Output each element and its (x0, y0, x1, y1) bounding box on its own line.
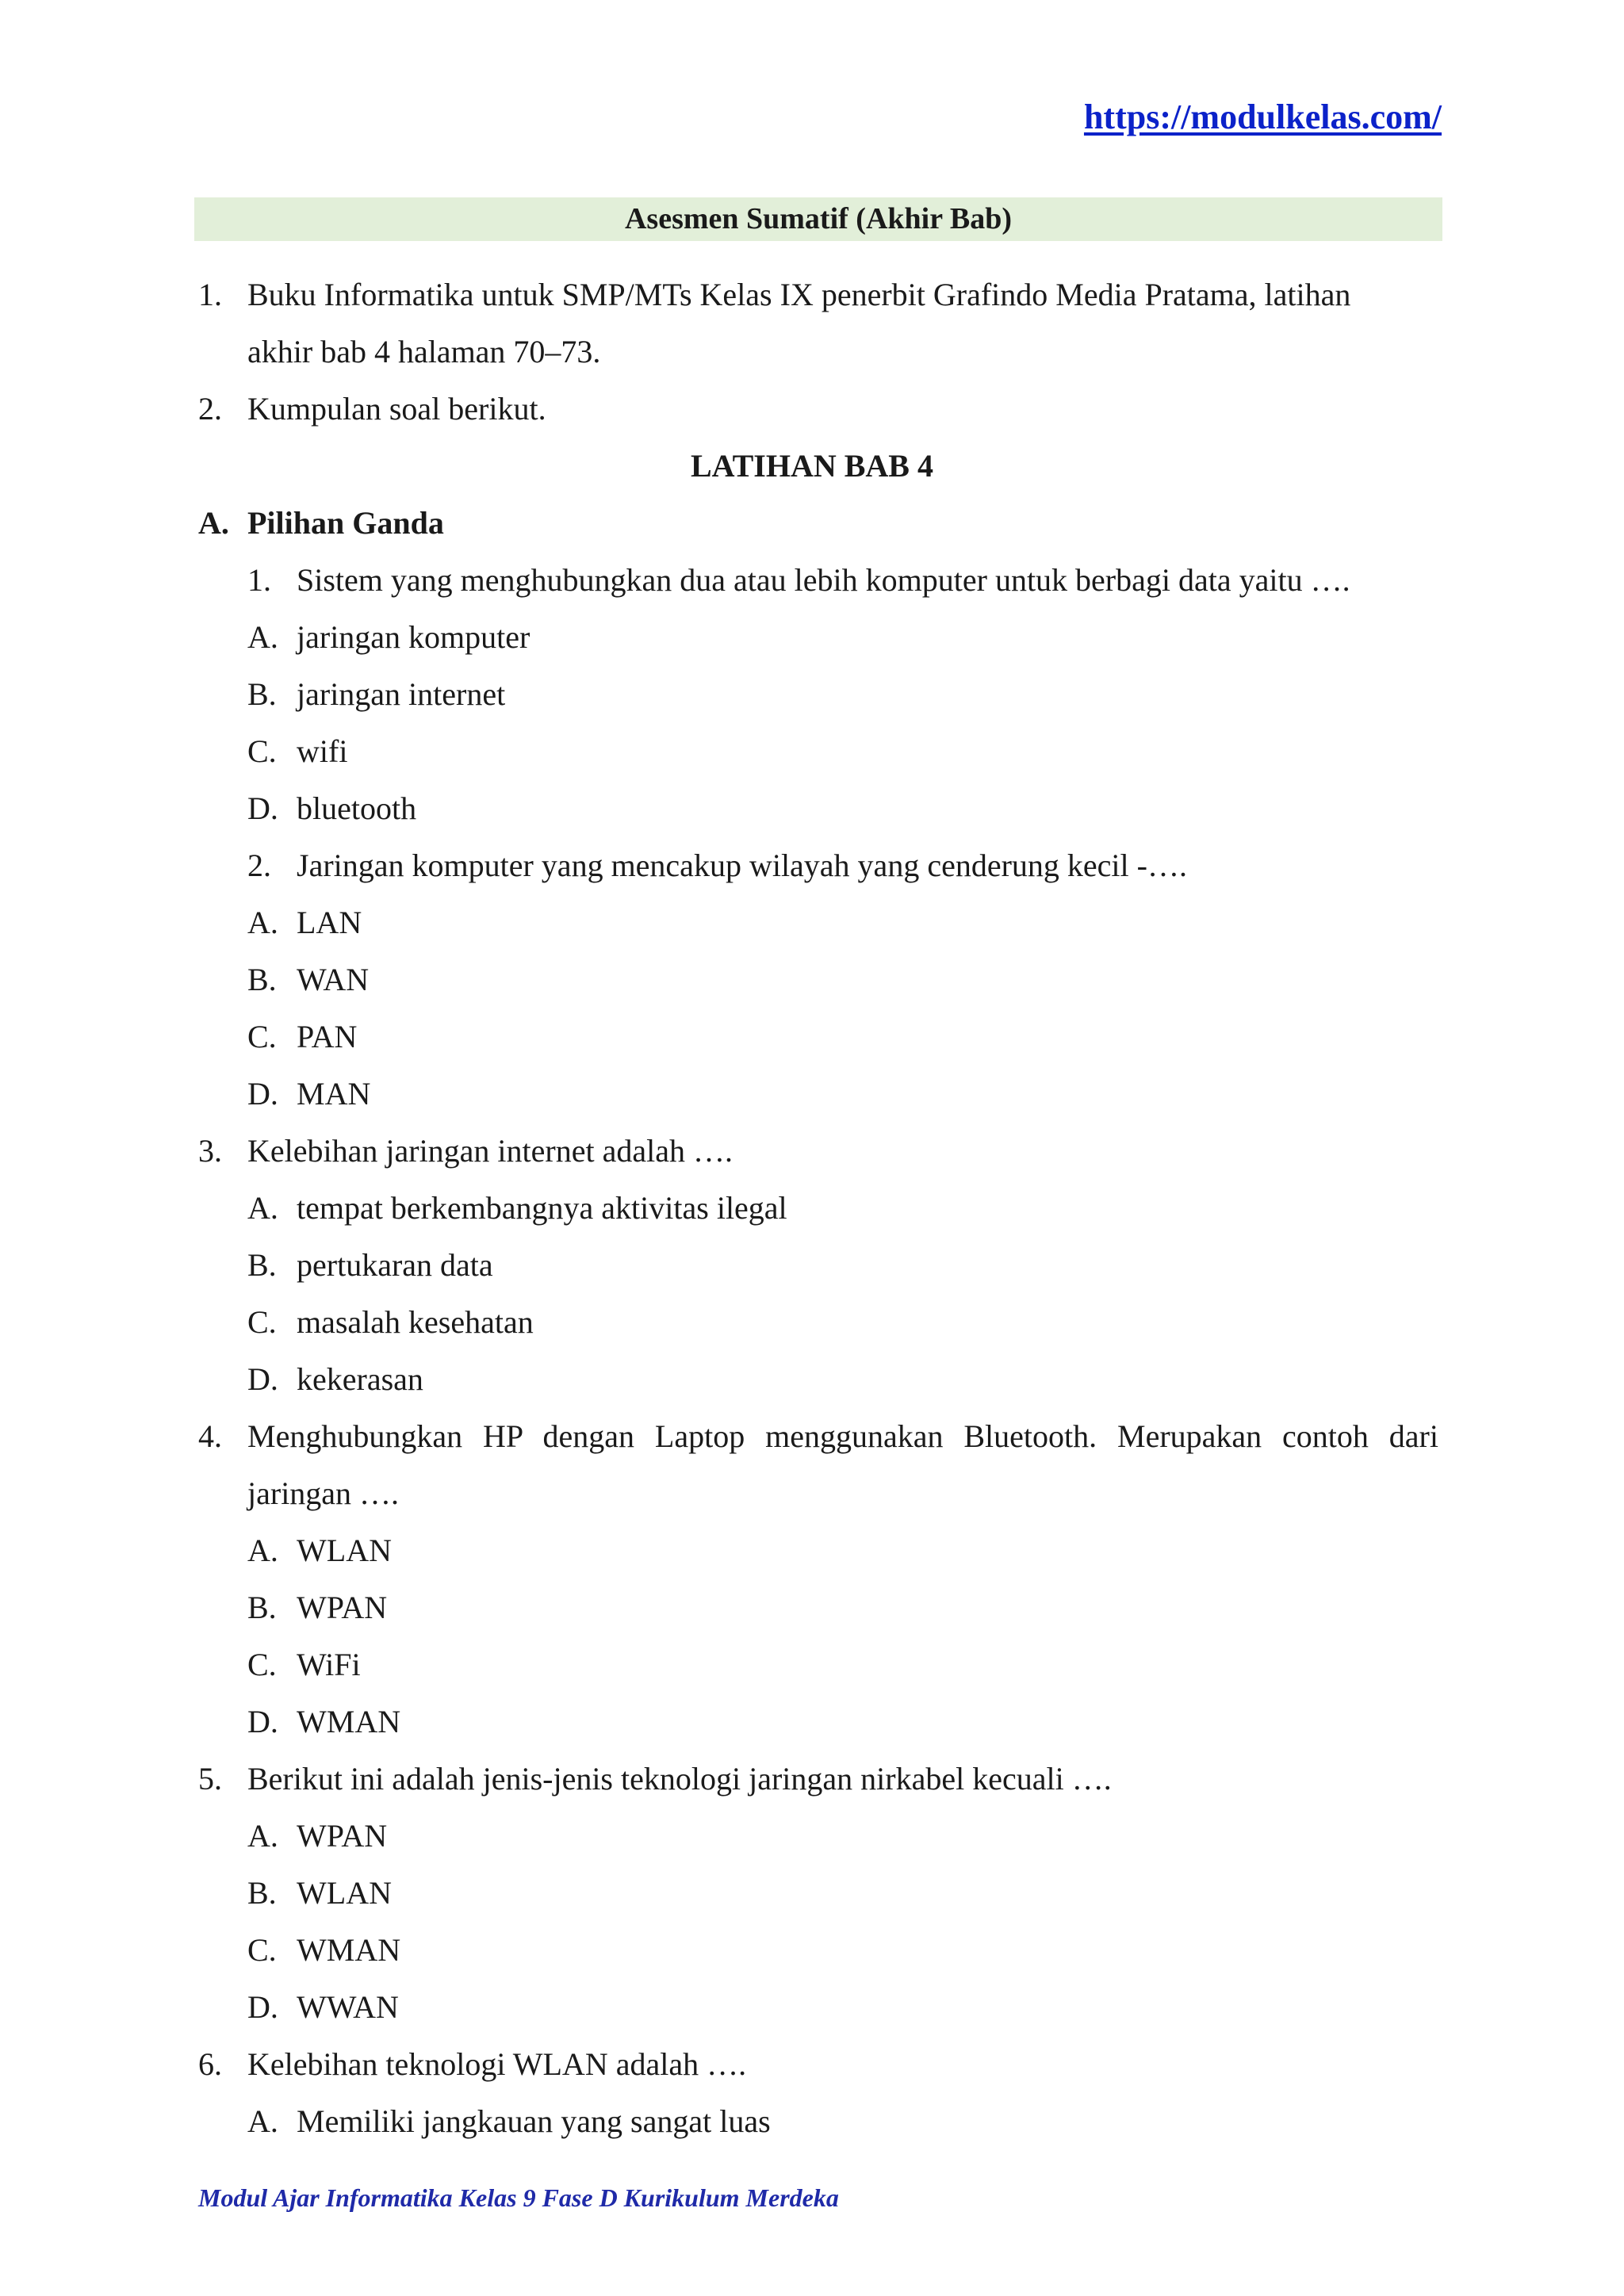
option-text: masalah kesehatan (297, 1304, 534, 1340)
option-row (0, 1237, 1624, 1294)
option-row (0, 1351, 1624, 1408)
question-row (0, 1123, 1624, 1180)
option-row (0, 609, 1624, 666)
option-row (0, 1922, 1624, 1979)
option-key: C. (247, 1019, 277, 1054)
option-key: B. (247, 1247, 277, 1283)
option-key: B. (247, 1590, 277, 1625)
option-row (0, 1008, 1624, 1066)
option-key: A. (247, 619, 278, 655)
option-key: C. (247, 1932, 277, 1968)
option-row (0, 780, 1624, 837)
option-text: pertukaran data (297, 1247, 493, 1283)
document-body (0, 266, 1624, 2150)
part-heading (0, 495, 1624, 552)
intro-item-text: Kumpulan soal berikut. (247, 391, 546, 427)
option-key: A. (247, 2103, 278, 2139)
question-text: Kelebihan teknologi WLAN adalah …. (247, 2046, 747, 2082)
question-number: 4. (198, 1418, 222, 1454)
option-key: B. (247, 676, 277, 712)
question-text: Kelebihan jaringan internet adalah …. (247, 1133, 733, 1169)
option-key: D. (247, 1704, 278, 1739)
question-text: Berikut ini adalah jenis-jenis teknologi jaringan nirkabel kecuali …. (247, 1761, 1112, 1797)
option-key: B. (247, 962, 277, 997)
option-text: LAN (297, 905, 362, 940)
option-key: D. (247, 790, 278, 826)
question-continuation (0, 1465, 1624, 1522)
intro-item-continuation (0, 323, 1624, 381)
option-key: C. (247, 733, 277, 769)
option-key: D. (247, 1361, 278, 1397)
option-key: A. (247, 1818, 278, 1854)
option-key: A. (247, 905, 278, 940)
option-row (0, 1066, 1624, 1123)
option-text: WLAN (297, 1875, 392, 1911)
option-text: kekerasan (297, 1361, 423, 1397)
question-text: Menghubungkan HP dengan Laptop menggunakan Bluetooth. Merupakan contoh dari (247, 1418, 1438, 1454)
question-row (0, 1408, 1624, 1465)
option-text: WWAN (297, 1989, 399, 2025)
question-number: 3. (198, 1133, 222, 1169)
option-text: WLAN (297, 1533, 392, 1568)
exercise-title: LATIHAN BAB 4 (691, 448, 933, 484)
option-row (0, 1294, 1624, 1351)
question-row (0, 2036, 1624, 2093)
question-number: 6. (198, 2046, 222, 2082)
option-key: D. (247, 1989, 278, 2025)
intro-item (0, 266, 1624, 323)
option-key: B. (247, 1875, 277, 1911)
option-text: jaringan komputer (297, 619, 530, 655)
intro-item-text: Buku Informatika untuk SMP/MTs Kelas IX penerbit Grafindo Media Pratama, latihan (247, 277, 1351, 312)
option-text: WPAN (297, 1590, 388, 1625)
option-row (0, 894, 1624, 951)
question-text: Jaringan komputer yang mencakup wilayah yang cenderung kecil -…. (297, 848, 1187, 883)
question-text: Sistem yang menghubungkan dua atau lebih komputer untuk berbagi data yaitu …. (297, 562, 1350, 598)
question-number: 5. (198, 1761, 222, 1797)
option-text: MAN (297, 1076, 371, 1112)
option-text: WiFi (297, 1647, 361, 1682)
question-row (0, 552, 1624, 609)
option-row (0, 1522, 1624, 1579)
option-key: A. (247, 1533, 278, 1568)
option-text: WPAN (297, 1818, 388, 1854)
option-row (0, 1808, 1624, 1865)
option-text: WMAN (297, 1704, 401, 1739)
option-text: wifi (297, 733, 348, 769)
exercise-title-row (0, 438, 1624, 495)
part-title: Pilihan Ganda (247, 505, 444, 541)
option-text: PAN (297, 1019, 358, 1054)
intro-item-number: 1. (198, 277, 222, 312)
option-text: jaringan internet (297, 676, 506, 712)
option-key: D. (247, 1076, 278, 1112)
option-text: WMAN (297, 1932, 401, 1968)
question-row (0, 837, 1624, 894)
option-row (0, 1693, 1624, 1751)
option-row (0, 1979, 1624, 2036)
option-text: bluetooth (297, 790, 417, 826)
header-url-link[interactable]: https://modulkelas.com/ (1083, 98, 1442, 136)
section-title: Asesmen Sumatif (Akhir Bab) (624, 202, 1013, 235)
intro-item (0, 381, 1624, 438)
option-row (0, 1865, 1624, 1922)
option-row (0, 1579, 1624, 1636)
intro-item-text-cont: akhir bab 4 halaman 70–73. (247, 334, 601, 369)
section-title-band (194, 197, 1442, 241)
question-number: 2. (247, 848, 271, 883)
intro-item-number: 2. (198, 391, 222, 427)
question-row (0, 1751, 1624, 1808)
option-row (0, 1636, 1624, 1693)
part-letter: A. (198, 505, 229, 541)
option-row (0, 951, 1624, 1008)
option-key: C. (247, 1647, 277, 1682)
option-text: Memiliki jangkauan yang sangat luas (297, 2103, 771, 2139)
option-text: WAN (297, 962, 370, 997)
option-row (0, 666, 1624, 723)
option-key: A. (247, 1190, 278, 1226)
option-text: tempat berkembangnya aktivitas ilegal (297, 1190, 787, 1226)
page-footer: Modul Ajar Informatika Kelas 9 Fase D Kurikulum Merdeka (198, 2183, 839, 2212)
option-row (0, 723, 1624, 780)
option-row (0, 2093, 1624, 2150)
question-text-cont: jaringan …. (247, 1475, 400, 1511)
option-row (0, 1180, 1624, 1237)
question-number: 1. (247, 562, 271, 598)
option-key: C. (247, 1304, 277, 1340)
